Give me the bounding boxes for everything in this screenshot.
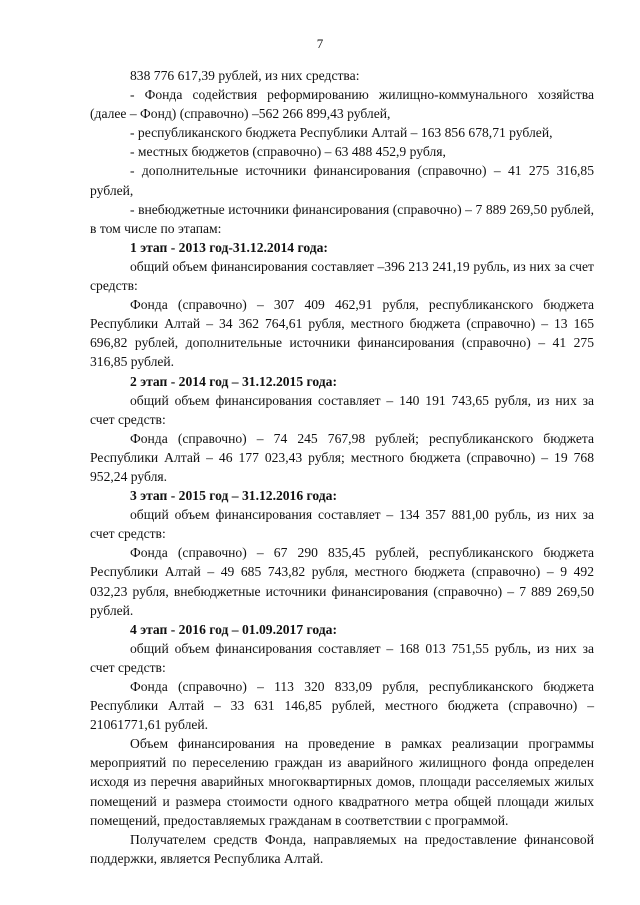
paragraph-recipient: Получателем средств Фонда, направляемых на предоставление финансовой поддержки, является Республика Алтай. (90, 831, 594, 866)
stage-3-total: общий объем финансирования составляет – 134 357 881,00 рубль, из них за счет средств: (90, 507, 594, 542)
paragraph-additional-sources: - дополнительные источники финансирования (справочно) – 41 275 316,85 рублей, (90, 163, 594, 198)
stage-4-total: общий объем финансирования составляет – 168 013 751,55 рубль, из них за счет средств: (90, 640, 594, 675)
stage-2-heading: 2 этап - 2014 год – 31.12.2015 года: (130, 373, 337, 389)
paragraph-local-budgets: - местных бюджетов (справочно) – 63 488 452,9 рубля, (130, 144, 446, 160)
stage-4-breakdown: Фонда (справочно) – 113 320 833,09 рубля, республиканского бюджета Республики Алтай – 33 631 146,85 рублей, местного бюджета (справочно) – 21061771,61 рублей. (90, 679, 594, 733)
paragraph-financing-basis: Объем финансирования на проведение в рамках реализации программы мероприятий по переселению граждан из аварийного жилищного фонда определен исходя из перечня аварийных многоквартирных домов, площади расселяемых жилых помещений и размера стоимости одного квадратного метра общей площади жилых помещений, предоставляемых гражданам в соответствии с программой. (90, 736, 594, 828)
stage-4-heading: 4 этап - 2016 год – 01.09.2017 года: (130, 621, 337, 637)
stage-1-total: общий объем финансирования составляет –396 213 241,19 рубль, из них за счет средств: (90, 258, 594, 294)
document-body (90, 66, 594, 868)
page-number: 7 (316, 36, 324, 51)
paragraph-fund: - Фонда содействия реформированию жилищно-коммунального хозяйства (далее – Фонд) (справочно) –562 266 899,43 рублей, (90, 87, 594, 122)
stage-1-heading: 1 этап - 2013 год-31.12.2014 года: (130, 239, 328, 255)
paragraph-offbudget-sources: - внебюджетные источники финансирования (справочно) – 7 889 269,50 рублей, в том числе по этапам: (90, 201, 594, 236)
paragraph-total: 838 776 617,39 рублей, из них средства: (130, 68, 360, 83)
stage-2-total: общий объем финансирования составляет – 140 191 743,65 рубля, из них за счет средств: (90, 392, 594, 427)
stage-1-breakdown: Фонда (справочно) – 307 409 462,91 рубля, республиканского бюджета Республики Алтай – 34 362 764,61 рубля, местного бюджета (справочно) – 13 165 696,82 рублей, дополнительные источники финансирования (справочно) – 41 275 316,85 рублей. (90, 297, 594, 370)
stage-3-heading: 3 этап - 2015 год – 31.12.2016 года: (130, 488, 337, 504)
paragraph-republic-budget: - республиканского бюджета Республики Алтай – 163 856 678,71 рублей, (130, 125, 553, 141)
stage-2-breakdown: Фонда (справочно) – 74 245 767,98 рублей; республиканского бюджета Республики Алтай – 46 177 023,43 рубля; местного бюджета (справочно) – 19 768 952,24 рубля. (90, 430, 594, 484)
stage-3-breakdown: Фонда (справочно) – 67 290 835,45 рублей, республиканского бюджета Республики Алтай – 49 685 743,82 рубля, местного бюджета (справочно) – 9 492 032,23 рубля, внебюджетные источники финансирования (справочно) – 7 889 269,50 рублей. (90, 545, 594, 618)
